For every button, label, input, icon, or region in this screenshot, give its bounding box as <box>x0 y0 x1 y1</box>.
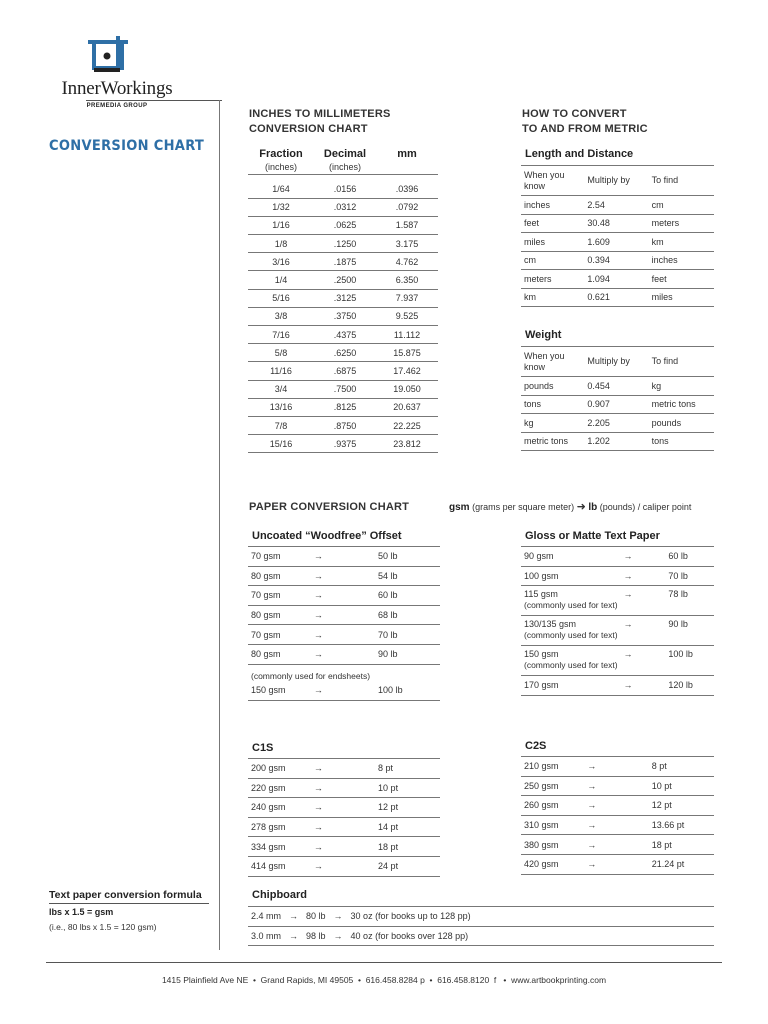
table-row <box>521 796 714 816</box>
paper-section-title: PAPER CONVERSION CHART <box>249 501 410 513</box>
decimal-cell: .8750 <box>314 416 376 434</box>
gsm-cell: 310 gsm <box>521 815 583 835</box>
when-you-know-cell: miles <box>521 233 585 252</box>
arrow-icon: → <box>333 930 343 941</box>
metric-section-title <box>522 107 648 137</box>
table-row <box>248 817 440 837</box>
table-row <box>248 253 438 271</box>
mm-title-line1: INCHES TO MILLIMETERS <box>249 108 391 120</box>
table-row <box>248 625 440 645</box>
to-find-cell: miles <box>650 288 714 307</box>
fraction-cell: 1/16 <box>248 216 314 234</box>
mm-cell: 20.637 <box>376 398 438 416</box>
mm-cell: 3.175 <box>376 235 438 253</box>
weight-cell: 90 lb <box>668 616 714 646</box>
gsm-value: 90 gsm <box>524 551 554 562</box>
weight-cell: 8 pt <box>378 759 440 779</box>
arrow-icon: → <box>583 796 651 816</box>
arrow-icon: → <box>310 625 378 645</box>
arrow-icon: → <box>310 547 378 567</box>
weight-cell: 60 lb <box>668 547 714 567</box>
weight-value: 98 lb <box>306 930 326 941</box>
decimal-cell: .3750 <box>314 307 376 325</box>
gsm-label: gsm <box>449 502 470 513</box>
decimal-cell: .7500 <box>314 380 376 398</box>
mm-cell: 6.350 <box>376 271 438 289</box>
bold-arrow-right-icon: ➜ <box>576 501 586 513</box>
formula-box <box>49 888 209 935</box>
table-row <box>248 398 438 416</box>
mm-cell: 17.462 <box>376 362 438 380</box>
footer-divider <box>46 962 722 963</box>
table-row <box>248 759 440 779</box>
arrow-icon: → <box>583 835 651 855</box>
fraction-cell: 1/64 <box>248 180 314 198</box>
spacer-row <box>248 664 440 681</box>
subheader-mm <box>376 162 438 172</box>
weight-cell: 120 lb <box>668 676 714 696</box>
to-find-cell: metric tons <box>650 395 714 414</box>
weight-cell: 50 lb <box>378 547 440 567</box>
multiply-by-cell: 0.454 <box>585 377 649 396</box>
table-row <box>521 616 714 646</box>
table-row <box>248 271 438 289</box>
formula-main: lbs x 1.5 = gsm <box>49 907 114 917</box>
gsm-cell: 278 gsm <box>248 817 310 837</box>
table-row <box>521 395 714 414</box>
c2s-table <box>521 756 714 875</box>
arrow-icon: → <box>583 757 651 777</box>
table-row <box>521 757 714 777</box>
length-table <box>521 165 714 307</box>
fraction-cell: 7/8 <box>248 416 314 434</box>
to-find-cell: km <box>650 233 714 252</box>
decimal-cell: .1875 <box>314 253 376 271</box>
arrow-icon: → <box>289 911 299 922</box>
weight-cell: 68 lb <box>378 605 440 625</box>
arrow-icon: → <box>310 798 378 818</box>
multiply-by-cell: 1.202 <box>585 432 649 451</box>
when-you-know-cell: feet <box>521 214 585 233</box>
table-row <box>248 344 438 362</box>
mm-cell: 1.587 <box>376 216 438 234</box>
arrow-icon: → <box>310 778 378 798</box>
arrow-icon: → <box>620 547 669 567</box>
gsm-cell: 414 gsm <box>248 856 310 876</box>
decimal-cell: .6250 <box>314 344 376 362</box>
to-find-cell: cm <box>650 196 714 215</box>
gloss-title: Gloss or Matte Text Paper <box>525 530 660 542</box>
decimal-cell: .0625 <box>314 216 376 234</box>
gsm-cell <box>521 646 620 676</box>
footer-contact: 1415 Plainfield Ave NE • Grand Rapids, MI 49505 • 616.458.8284 p • 616.458.8120 f • www.artbookprinting.com <box>161 975 607 985</box>
table-row <box>248 289 438 307</box>
logo-divider <box>86 100 222 101</box>
gsm-cell: 210 gsm <box>521 757 583 777</box>
gsm-cell: 334 gsm <box>248 837 310 857</box>
header-cell: When you know <box>521 166 585 196</box>
table-header-row <box>521 347 714 377</box>
gsm-cell: 250 gsm <box>521 776 583 796</box>
when-you-know-cell: kg <box>521 414 585 433</box>
gsm-cell: 380 gsm <box>521 835 583 855</box>
gsm-cell: 200 gsm <box>248 759 310 779</box>
thickness-value: 2.4 mm <box>251 911 282 922</box>
fraction-cell: 1/8 <box>248 235 314 253</box>
mm-table <box>248 180 438 453</box>
gsm-cell: 420 gsm <box>521 854 583 874</box>
weight-title: Weight <box>525 329 562 341</box>
weight-cell: 14 pt <box>378 817 440 837</box>
arrow-icon: → <box>310 759 378 779</box>
ounces-value: 40 oz (for books over 128 pp) <box>350 930 469 941</box>
page-title: CONVERSION CHART <box>49 138 205 154</box>
table-row <box>248 926 714 946</box>
arrow-icon: → <box>310 586 378 606</box>
table-row <box>248 566 440 586</box>
ounces-value: 30 oz (for books up to 128 pp) <box>350 911 471 922</box>
gsm-cell: 70 gsm <box>248 547 310 567</box>
column-divider <box>219 100 220 950</box>
gloss-table <box>521 546 714 696</box>
mm-cell: 7.937 <box>376 289 438 307</box>
c2s-title: C2S <box>525 740 547 752</box>
multiply-by-cell: 0.394 <box>585 251 649 270</box>
table-row <box>521 776 714 796</box>
gsm-cell: 80 gsm <box>248 644 310 664</box>
weight-cell: 24 pt <box>378 856 440 876</box>
fraction-cell: 7/16 <box>248 326 314 344</box>
chipboard-cell <box>248 907 714 927</box>
multiply-by-cell: 1.609 <box>585 233 649 252</box>
fraction-cell: 3/8 <box>248 307 314 325</box>
uncoated-table <box>248 546 440 701</box>
multiply-by-cell: 1.094 <box>585 270 649 289</box>
header-decimal: Decimal <box>323 148 367 160</box>
gsm-cell: 260 gsm <box>521 796 583 816</box>
decimal-cell: .8125 <box>314 398 376 416</box>
fraction-cell: 3/16 <box>248 253 314 271</box>
subheader-decimal: (inches) <box>328 162 361 172</box>
metric-title-line2: TO AND FROM METRIC <box>522 123 648 135</box>
weight-cell: 10 pt <box>652 776 714 796</box>
arrow-icon: → <box>310 605 378 625</box>
fraction-cell: 3/4 <box>248 380 314 398</box>
weight-cell: 12 pt <box>378 798 440 818</box>
weight-cell: 21.24 pt <box>652 854 714 874</box>
arrow-icon: → <box>620 646 669 676</box>
fraction-cell: 13/16 <box>248 398 314 416</box>
mm-cell: 11.112 <box>376 326 438 344</box>
mm-section-title <box>249 107 391 137</box>
when-you-know-cell: km <box>521 288 585 307</box>
chipboard-table <box>248 906 714 946</box>
formula-title: Text paper conversion formula <box>49 889 202 901</box>
table-row <box>521 414 714 433</box>
arrow-icon: → <box>310 856 378 876</box>
fraction-cell: 11/16 <box>248 362 314 380</box>
to-find-cell: feet <box>650 270 714 289</box>
c1s-table <box>248 758 440 877</box>
multiply-by-cell: 2.54 <box>585 196 649 215</box>
mm-cell: 19.050 <box>376 380 438 398</box>
to-find-cell: kg <box>650 377 714 396</box>
weight-value: 80 lb <box>306 911 326 922</box>
header-cell: To find <box>650 166 714 196</box>
weight-cell: 60 lb <box>378 586 440 606</box>
header-cell: Multiply by <box>585 166 649 196</box>
company-name: InnerWorkings <box>61 78 173 99</box>
header-fraction: Fraction <box>259 148 303 160</box>
mm-cell: 23.812 <box>376 435 438 453</box>
weight-cell: 18 pt <box>378 837 440 857</box>
weight-cell: 70 lb <box>668 566 714 586</box>
table-row <box>248 380 438 398</box>
gsm-cell: 220 gsm <box>248 778 310 798</box>
arrow-icon: → <box>310 644 378 664</box>
mm-cell: 4.762 <box>376 253 438 271</box>
mm-cell: .0792 <box>376 198 438 216</box>
mm-cell: 22.225 <box>376 416 438 434</box>
gsm-value: 150 gsm <box>524 649 559 660</box>
decimal-cell: .0312 <box>314 198 376 216</box>
gsm-cell: 70 gsm <box>248 625 310 645</box>
gsm-value: 170 gsm <box>524 680 559 691</box>
arrow-icon: → <box>289 930 299 941</box>
frame-crosshair-icon <box>88 36 128 76</box>
table-row <box>248 681 440 701</box>
table-row <box>248 837 440 857</box>
fraction-cell: 1/4 <box>248 271 314 289</box>
weight-cell: 90 lb <box>378 644 440 664</box>
table-row <box>521 854 714 874</box>
fraction-cell: 5/8 <box>248 344 314 362</box>
table-row <box>521 566 714 586</box>
gsm-value: 115 gsm <box>524 589 558 600</box>
table-row <box>248 644 440 664</box>
weight-cell: 100 lb <box>668 646 714 676</box>
gsm-cell: 240 gsm <box>248 798 310 818</box>
weight-cell: 100 lb <box>378 681 440 701</box>
gsm-cell <box>521 676 620 696</box>
mm-cell: .0396 <box>376 180 438 198</box>
formula-divider <box>49 903 209 904</box>
table-row <box>521 547 714 567</box>
arrow-icon: → <box>620 586 669 616</box>
table-header-row <box>521 166 714 196</box>
table-row <box>521 288 714 307</box>
arrow-icon: → <box>620 616 669 646</box>
table-row <box>248 235 438 253</box>
lb-desc: (pounds) / caliper point <box>599 502 692 512</box>
gsm-desc: (grams per square meter) <box>472 502 575 512</box>
arrow-icon: → <box>583 776 651 796</box>
fraction-cell: 5/16 <box>248 289 314 307</box>
arrow-icon: → <box>310 837 378 857</box>
usage-note: (commonly used for text) <box>524 630 618 641</box>
decimal-cell: .2500 <box>314 271 376 289</box>
table-row <box>248 416 438 434</box>
gsm-cell: 80 gsm <box>248 566 310 586</box>
when-you-know-cell: metric tons <box>521 432 585 451</box>
table-row <box>521 646 714 676</box>
table-row <box>248 180 438 198</box>
gsm-value: 130/135 gsm <box>524 619 577 630</box>
table-row <box>521 586 714 616</box>
subheader-fraction: (inches) <box>264 162 297 172</box>
company-subname: PREMEDIA GROUP <box>86 103 148 109</box>
weight-table <box>521 346 714 451</box>
gsm-value: 100 gsm <box>524 570 559 581</box>
table-row <box>248 216 438 234</box>
table-row <box>521 432 714 451</box>
gsm-cell: 70 gsm <box>248 586 310 606</box>
weight-cell: 70 lb <box>378 625 440 645</box>
weight-cell: 13.66 pt <box>652 815 714 835</box>
mm-cell: 15.875 <box>376 344 438 362</box>
table-row <box>248 326 438 344</box>
table-row <box>248 586 440 606</box>
decimal-cell: .1250 <box>314 235 376 253</box>
metric-title-line1: HOW TO CONVERT <box>522 108 627 120</box>
weight-cell: 78 lb <box>668 586 714 616</box>
gsm-cell <box>521 616 620 646</box>
decimal-cell: .3125 <box>314 289 376 307</box>
note-cell: (commonly used for endsheets) <box>251 670 371 681</box>
table-row <box>521 815 714 835</box>
multiply-by-cell: 0.621 <box>585 288 649 307</box>
fraction-cell: 1/32 <box>248 198 314 216</box>
when-you-know-cell: inches <box>521 196 585 215</box>
table-row <box>248 605 440 625</box>
table-row <box>521 377 714 396</box>
arrow-icon: → <box>333 911 343 922</box>
gsm-cell: 150 gsm <box>248 681 310 701</box>
table-row <box>248 307 438 325</box>
usage-note: (commonly used for text) <box>524 660 618 671</box>
multiply-by-cell: 2.205 <box>585 414 649 433</box>
weight-cell: 12 pt <box>652 796 714 816</box>
chipboard-title: Chipboard <box>252 889 307 901</box>
lb-label: lb <box>588 502 598 513</box>
weight-cell: 8 pt <box>652 757 714 777</box>
usage-note: (commonly used for text) <box>524 600 618 611</box>
arrow-icon: → <box>620 566 669 586</box>
uncoated-title: Uncoated “Woodfree” Offset <box>252 530 402 542</box>
gsm-cell <box>521 566 620 586</box>
table-row <box>248 856 440 876</box>
when-you-know-cell: tons <box>521 395 585 414</box>
company-logo <box>42 36 192 109</box>
decimal-cell: .6875 <box>314 362 376 380</box>
arrow-icon: → <box>310 566 378 586</box>
when-you-know-cell: cm <box>521 251 585 270</box>
table-row <box>521 214 714 233</box>
c1s-title: C1S <box>252 742 274 754</box>
table-row <box>248 778 440 798</box>
decimal-cell: .0156 <box>314 180 376 198</box>
table-row <box>521 676 714 696</box>
table-row <box>248 798 440 818</box>
mm-title-line2: CONVERSION CHART <box>249 123 368 135</box>
mm-cell: 9.525 <box>376 307 438 325</box>
table-row <box>248 362 438 380</box>
arrow-icon: → <box>583 854 651 874</box>
mm-table-header <box>248 148 438 175</box>
fraction-cell: 15/16 <box>248 435 314 453</box>
thickness-value: 3.0 mm <box>251 930 282 941</box>
decimal-cell: .9375 <box>314 435 376 453</box>
weight-cell: 18 pt <box>652 835 714 855</box>
table-row <box>521 270 714 289</box>
table-row <box>521 251 714 270</box>
gsm-cell: 80 gsm <box>248 605 310 625</box>
arrow-icon: → <box>310 817 378 837</box>
gsm-cell <box>521 586 620 616</box>
header-mm: mm <box>397 148 417 160</box>
arrow-icon: → <box>310 681 378 701</box>
decimal-cell: .4375 <box>314 326 376 344</box>
arrow-icon: → <box>583 815 651 835</box>
to-find-cell: tons <box>650 432 714 451</box>
weight-cell: 10 pt <box>378 778 440 798</box>
table-row <box>248 198 438 216</box>
multiply-by-cell: 0.907 <box>585 395 649 414</box>
chipboard-cell <box>248 926 714 946</box>
table-row <box>521 196 714 215</box>
table-row <box>248 907 714 927</box>
to-find-cell: meters <box>650 214 714 233</box>
table-row <box>248 547 440 567</box>
header-cell: When you know <box>521 347 585 377</box>
header-cell: To find <box>650 347 714 377</box>
table-row <box>521 835 714 855</box>
when-you-know-cell: pounds <box>521 377 585 396</box>
table-row <box>248 435 438 453</box>
length-title: Length and Distance <box>525 148 634 160</box>
to-find-cell: pounds <box>650 414 714 433</box>
weight-cell: 54 lb <box>378 566 440 586</box>
table-row <box>521 233 714 252</box>
arrow-icon: → <box>620 676 669 696</box>
gsm-legend <box>449 500 691 513</box>
multiply-by-cell: 30.48 <box>585 214 649 233</box>
gsm-cell <box>521 547 620 567</box>
when-you-know-cell: meters <box>521 270 585 289</box>
header-cell: Multiply by <box>585 347 649 377</box>
to-find-cell: inches <box>650 251 714 270</box>
formula-example: (i.e., 80 lbs x 1.5 = 120 gsm) <box>49 922 157 932</box>
